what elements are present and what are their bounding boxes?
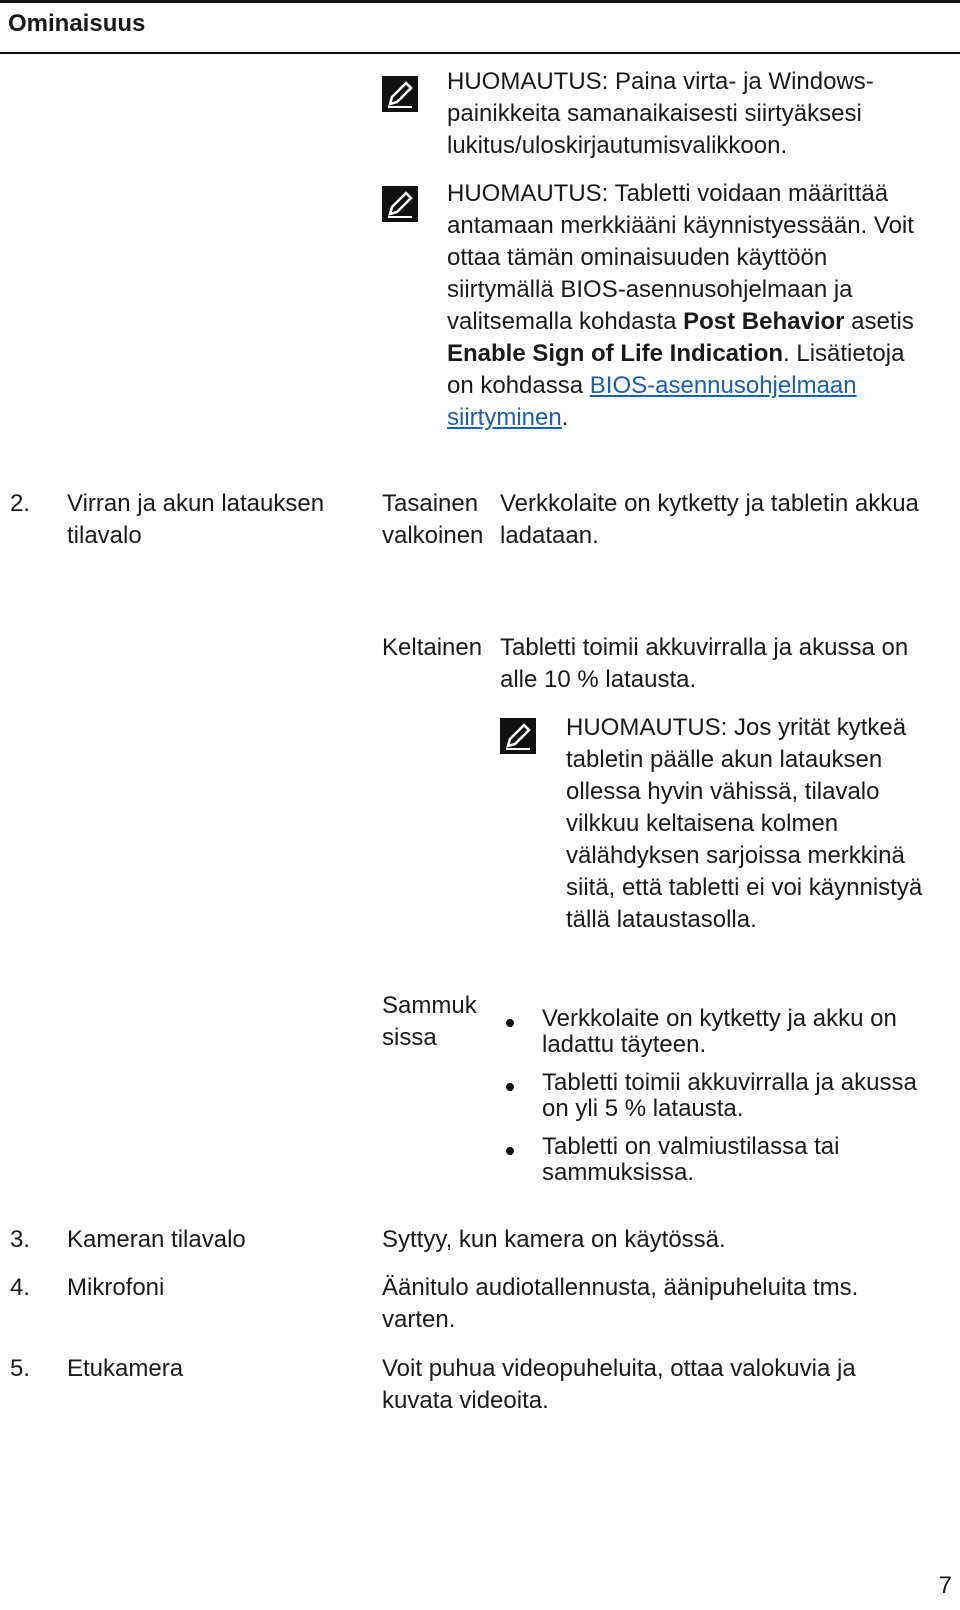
list-item: Tabletti on valmiustilassa tai sammuksissa. [542,1133,840,1186]
note-2 [447,178,937,434]
note-text: . [561,404,569,431]
bios-setup-link[interactable]: BIOS-asennusohjelmaan siirtyminen [447,372,857,431]
row-number: 5. [10,1355,31,1382]
row-name: Virran ja akun latauksen tilavalo [67,490,325,549]
note-text: Jos yrität kytkeä tabletin päälle akun latauksen ollessa hyvin vähissä, tilavalo vilkkuu keltaisena kolmen välähdyksen sarjoissa merkkinä siitä, että tabletti ei voi käynnistyä tällä lataustasolla. [566,714,923,933]
row-number: 3. [10,1226,31,1253]
row-name: Kameran tilavalo [67,1226,246,1253]
note-text: . Lisätietoja on kohdassa [447,340,905,399]
page-number: 7 [938,1572,952,1599]
row-name: Mikrofoni [67,1274,165,1301]
note-pencil-icon [382,186,418,222]
note-3 [566,712,938,936]
note-text: Tabletti voidaan määrittää antamaan merkkiääni käynnistyessään. Voit ottaa tämän ominaisuuden käyttöön siirtymällä BIOS-asennusohjelmaan ja valitsemalla kohdasta [447,180,914,335]
bullet-dot [506,1083,514,1091]
row-description: Syttyy, kun kamera on käytössä. [382,1226,726,1253]
state-label: Sammuksissa [382,992,477,1051]
note-label: HUOMAUTUS: [447,68,609,95]
row-number: 2. [10,490,31,517]
table-header-title: Ominaisuus [8,10,146,37]
row-description: Äänitulo audiotallennusta, äänipuheluita tms. varten. [382,1274,859,1333]
state-label: Tasainen valkoinen [382,490,484,549]
note-label: HUOMAUTUS: [447,180,609,207]
row-name: Etukamera [67,1355,184,1382]
row-description: Voit puhua videopuheluita, ottaa valokuvia ja kuvata videoita. [382,1355,856,1414]
state-label: Keltainen [382,634,483,661]
state-description: Verkkolaite on kytketty ja tabletin akkua ladataan. [500,490,919,549]
bullet-dot [506,1147,514,1155]
note-pencil-icon [500,718,536,754]
row-number: 4. [10,1274,31,1301]
list-item: Tabletti toimii akkuvirralla ja akussa on yli 5 % latausta. [542,1069,917,1122]
state-description: Tabletti toimii akkuvirralla ja akussa on alle 10 % latausta. [500,634,909,693]
list-item: Verkkolaite on kytketty ja akku on ladattu täyteen. [542,1005,897,1058]
bullet-dot [506,1019,514,1027]
note-pencil-icon [382,76,418,112]
bold-post-behavior: Post Behavior [683,308,845,335]
header-top-rule [0,0,960,3]
note-label: HUOMAUTUS: [566,714,728,741]
bold-enable-sign: Enable Sign of Life Indication [447,340,784,367]
note-text: Paina virta- ja Windows-painikkeita samanaikaisesti siirtyäksesi lukitus/uloskirjautumisvalikkoon. [447,68,874,159]
note-text: asetis [844,308,914,335]
header-bottom-rule [0,52,960,54]
note-1 [447,66,937,162]
